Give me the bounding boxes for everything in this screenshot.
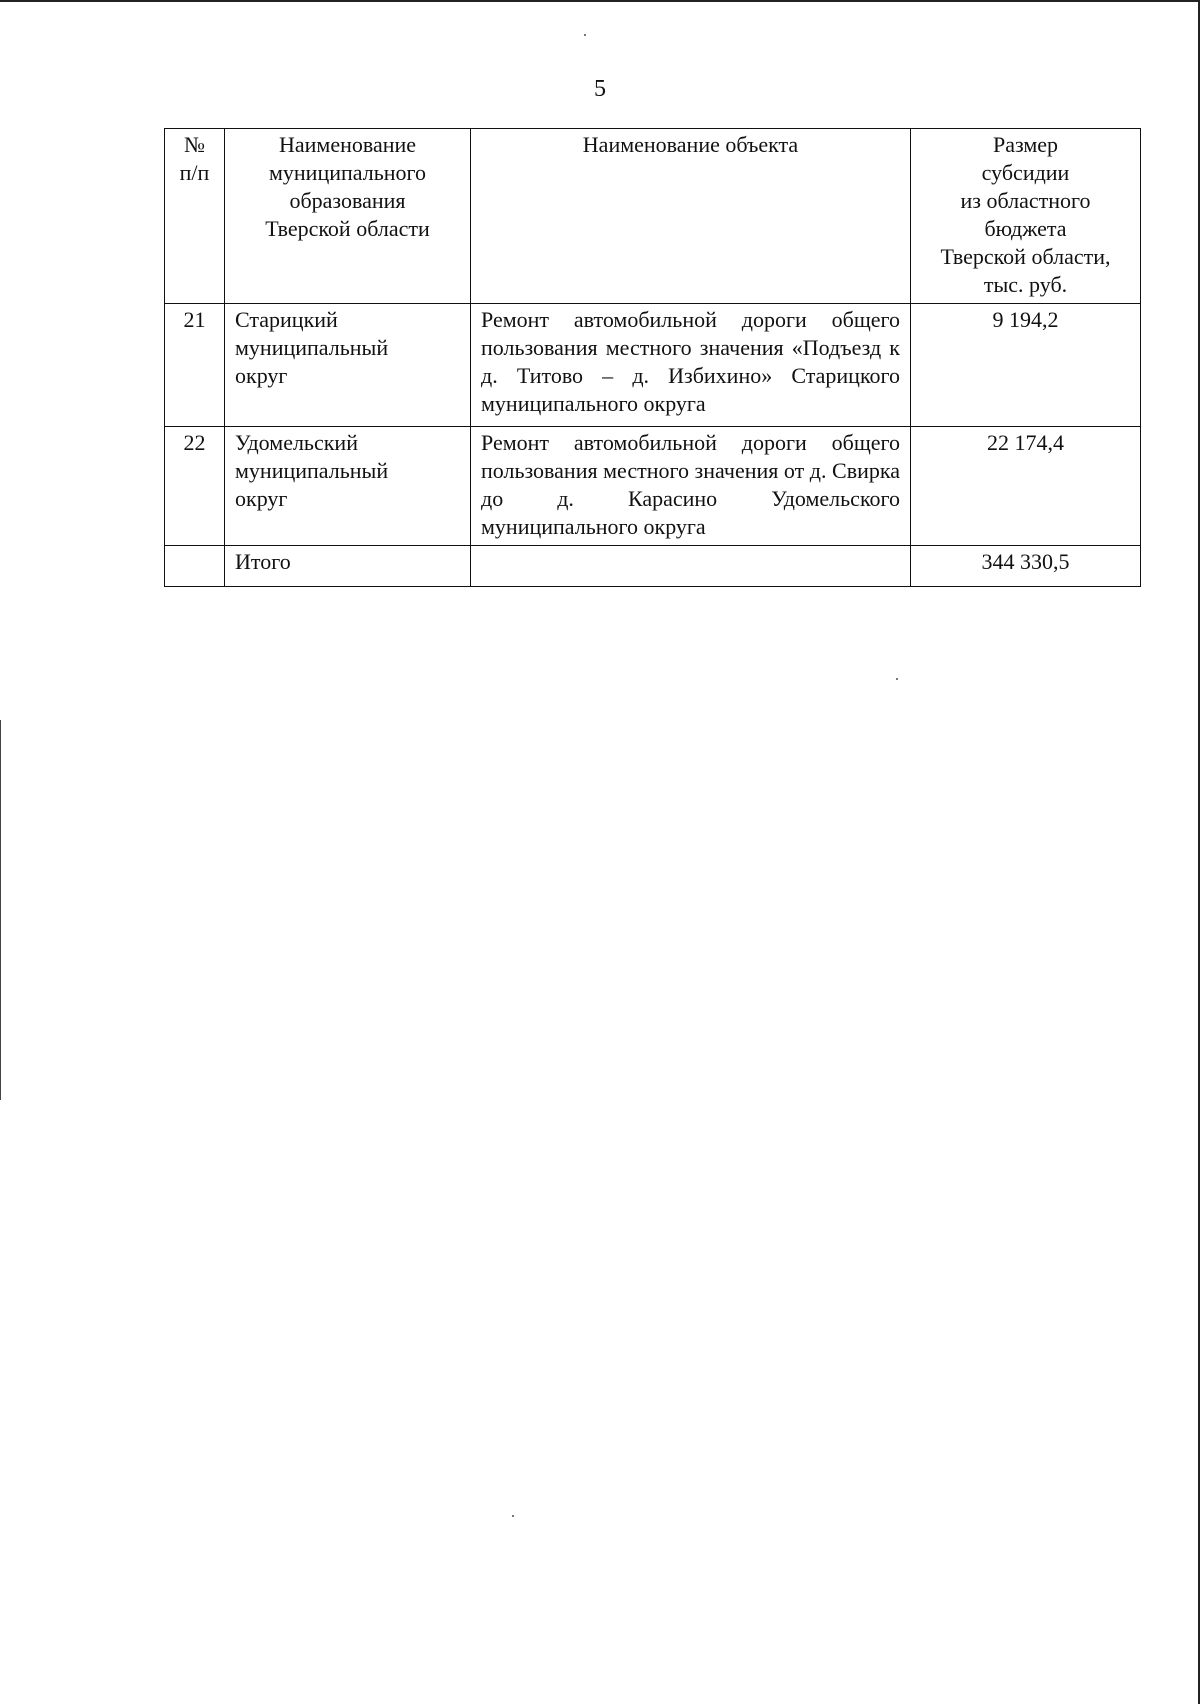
page-number: 5 [594, 76, 606, 102]
scan-edge-top [0, 0, 1200, 2]
scan-speck [512, 1515, 514, 1517]
row-object: Ремонт автомобильной дороги общего пользования местного значения «Подъезд к д. Титово – д. Избихино» Старицкого муниципального округа [471, 304, 911, 427]
row-municipality: Удомельский муниципальный округ [225, 427, 471, 546]
subsidy-table [164, 128, 1141, 587]
row-municipality: Старицкий муниципальный округ [225, 304, 471, 427]
table-row [165, 304, 1141, 427]
header-subsidy: Размер субсидии из областного бюджета Тверской области, тыс. руб. [911, 129, 1141, 304]
scan-speck [584, 34, 586, 36]
total-subsidy: 344 330,5 [911, 546, 1141, 587]
total-object-cell [471, 546, 911, 587]
header-object: Наименование объекта [471, 129, 911, 304]
row-object: Ремонт автомобильной дороги общего пользования местного значения от д. Свирка до д. Карасино Удомельского муниципального округа [471, 427, 911, 546]
row-subsidy: 9 194,2 [911, 304, 1141, 427]
row-number: 21 [165, 304, 225, 427]
row-subsidy: 22 174,4 [911, 427, 1141, 546]
total-label: Итого [225, 546, 471, 587]
header-municipality: Наименование муниципального образования Тверской области [225, 129, 471, 304]
row-number: 22 [165, 427, 225, 546]
scan-edge-left [0, 720, 1, 1100]
header-number: № п/п [165, 129, 225, 304]
table-header-row [165, 129, 1141, 304]
scan-speck [896, 678, 898, 680]
total-number-cell [165, 546, 225, 587]
table-total-row [165, 546, 1141, 587]
table-row [165, 427, 1141, 546]
